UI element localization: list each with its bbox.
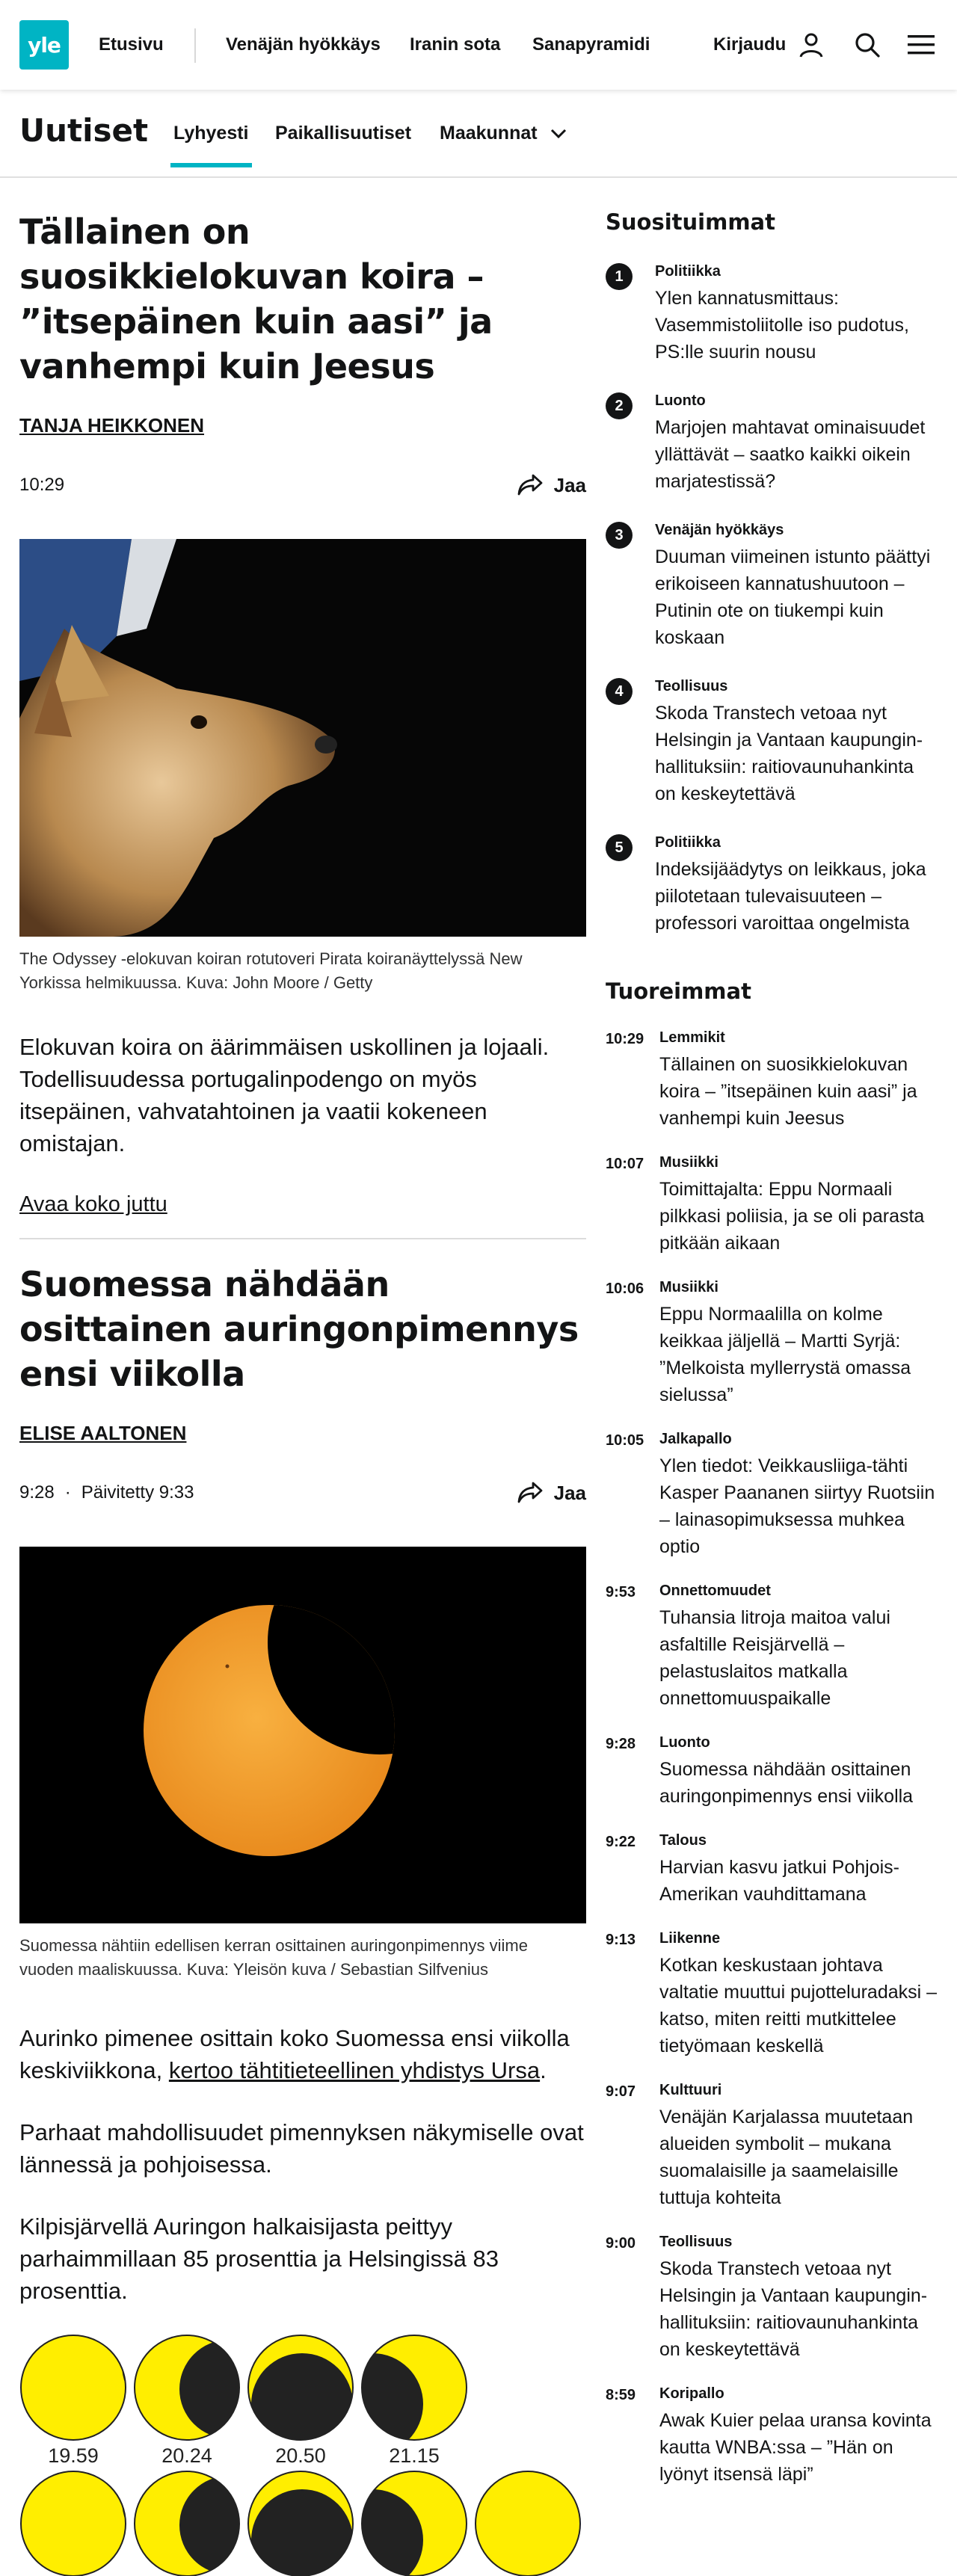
latest-item[interactable]	[606, 1832, 939, 1908]
eclipse-phase	[248, 2471, 353, 2576]
article-lead: Elokuvan koira on äärimmäisen uskollinen ja lojaali. Todellisuudessa portugalinpodengo on myös itsepäinen, vahvatahtoinen ja vaatii kokeneen omistajan.	[19, 1034, 550, 1156]
menu-button[interactable]	[905, 28, 938, 61]
popular-item[interactable]	[606, 392, 939, 495]
nav-divider	[194, 28, 196, 63]
item-title: Duuman viimeinen istunto päättyi erikoiseen kannatushuutoon – Putinin ote on tiukempi kuin koskaan	[655, 546, 931, 648]
share-button[interactable]	[517, 1481, 586, 1505]
publish-time: 9:28	[19, 1482, 55, 1503]
item-category: Luonto	[655, 392, 706, 409]
item-title: Harvian kasvu jatkui Pohjois-Amerikan vauhdittamana	[659, 1857, 899, 1905]
item-category: Lemmikit	[659, 1029, 725, 1046]
item-time: 9:22	[606, 1834, 636, 1850]
item-title: Eppu Normaalilla on kolme keikkaa jäljellä – Martti Syrjä: ”Melkoista myllerrystä omassa sielussa”	[659, 1304, 911, 1405]
eclipse-time-label: 19.59	[48, 2444, 99, 2467]
open-full-article-link[interactable]: Avaa koko juttu	[19, 1192, 167, 1216]
article-headline[interactable]: Tällainen on suosikkielokuvan koira – ”itsepäinen kuin aasi” ja vanhempi kuin Jeesus	[19, 212, 493, 386]
login-label: Kirjaudu	[713, 34, 787, 55]
section-title: Uutiset	[19, 112, 149, 149]
nav-link-iranin-sota[interactable]: Iranin sota	[410, 34, 501, 55]
latest-heading: Tuoreimmat	[606, 979, 751, 1004]
search-icon	[853, 31, 881, 59]
item-category: Luonto	[659, 1734, 710, 1751]
share-label: Jaa	[553, 473, 586, 496]
article-meta	[19, 1478, 586, 1508]
share-icon	[517, 1481, 544, 1505]
dog-illustration	[19, 539, 586, 937]
item-category: Politiikka	[655, 263, 721, 280]
item-time: 9:00	[606, 2235, 636, 2252]
item-title: Ylen tiedot: Veikkausliiga-tähti Kasper Paananen siirtyy Ruotsiin – lainasopimuksessa muhkea optio	[659, 1455, 935, 1557]
rank-badge: 4	[606, 678, 633, 705]
yle-logo[interactable]	[19, 20, 69, 70]
eclipse-time-label: 20.50	[275, 2444, 326, 2467]
article-divider	[19, 1238, 586, 1239]
top-navigation-bar	[0, 0, 957, 90]
item-title: Skoda Transtech vetoaa nyt Helsingin ja Vantaan kaupunginhallituksiin: raitiovaunuhankinta on keskeytettävä	[659, 2258, 928, 2360]
user-icon	[796, 30, 826, 60]
item-time: 9:53	[606, 1584, 636, 1600]
login-button[interactable]	[713, 0, 826, 90]
popular-item[interactable]	[606, 678, 939, 807]
item-time: 8:59	[606, 2387, 636, 2403]
item-title: Awak Kuier pelaa uransa kovinta kautta WNBA:ssa – ”Hän on lyönyt itsensä läpi”	[659, 2410, 932, 2485]
item-time: 9:28	[606, 1736, 636, 1752]
popular-heading: Suosituimmat	[606, 209, 775, 235]
item-time: 10:05	[606, 1432, 644, 1449]
latest-item[interactable]	[606, 1583, 939, 1712]
dog-photo[interactable]	[19, 539, 586, 937]
article-paragraph	[19, 2022, 586, 2086]
eclipse-illustration	[19, 1547, 586, 1923]
item-category: Koripallo	[659, 2385, 724, 2402]
eclipse-phase	[476, 2471, 580, 2576]
photo-caption: Suomessa nähtiin edellisen kerran osittainen auringonpimennys viime vuoden maaliskuussa. Kuva: Yleisön kuva / Sebastian Silfvenius	[19, 1936, 528, 1979]
latest-item[interactable]	[606, 2082, 939, 2211]
chevron-down-icon	[550, 128, 567, 140]
item-title: Toimittajalta: Eppu Normaali pilkkasi poliisia, ja se oli parasta pitkään aikaan	[659, 1179, 925, 1254]
latest-item[interactable]	[606, 1154, 939, 1257]
item-category: Liikenne	[659, 1930, 721, 1947]
latest-item[interactable]	[606, 1930, 939, 2059]
tab-paikallisuutiset[interactable]: Paikallisuutiset	[275, 123, 412, 144]
paragraph-end: .	[540, 2057, 547, 2083]
article-card	[19, 209, 586, 1217]
share-button[interactable]	[517, 473, 586, 497]
eclipse-phase	[248, 2335, 353, 2455]
item-category: Onnettomuudet	[659, 1583, 771, 1599]
nav-link-etusivu[interactable]: Etusivu	[99, 34, 164, 55]
item-category: Politiikka	[655, 834, 721, 851]
popular-item[interactable]	[606, 522, 939, 651]
item-time: 10:07	[606, 1156, 644, 1172]
rank-badge: 1	[606, 263, 633, 290]
updated-time: Päivitetty 9:33	[81, 1482, 194, 1503]
latest-item[interactable]	[606, 1734, 939, 1810]
item-title: Marjojen mahtavat ominaisuudet yllättävät – saatko kaikki oikein marjatestissä?	[655, 417, 926, 492]
item-title: Tällainen on suosikkielokuvan koira – ”itsepäinen kuin aasi” ja vanhempi kuin Jeesus	[659, 1054, 917, 1129]
eclipse-time-label: 20.24	[161, 2444, 212, 2467]
eclipse-photo[interactable]	[19, 1547, 586, 1923]
latest-item[interactable]	[606, 1279, 939, 1408]
item-title: Skoda Transtech vetoaa nyt Helsingin ja Vantaan kaupunginhallituksiin: raitiovaunuhankinta on keskeytettävä	[655, 703, 923, 804]
item-time: 9:13	[606, 1932, 636, 1948]
item-title: Ylen kannatusmittaus: Vasemmistoliitolle iso pudotus, PS:lle suurin nousu	[655, 288, 909, 363]
article-paragraph: Kilpisjärvellä Auringon halkaisijasta peittyy parhaimmillaan 85 prosenttia ja Helsingissä 83 prosenttia.	[19, 2213, 499, 2304]
article-card	[19, 1262, 586, 2576]
item-category: Venäjän hyökkäys	[655, 522, 784, 538]
tab-maakunnat[interactable]	[440, 123, 567, 144]
author-link[interactable]: TANJA HEIKKONEN	[19, 414, 205, 437]
latest-item[interactable]	[606, 1029, 939, 1132]
eclipse-phase-graphic	[19, 2329, 586, 2576]
search-button[interactable]	[851, 28, 884, 61]
latest-item[interactable]	[606, 1431, 939, 1560]
item-category: Musiikki	[659, 1154, 718, 1171]
rank-badge: 3	[606, 522, 633, 549]
rank-badge: 2	[606, 392, 633, 419]
section-navigation	[0, 90, 957, 178]
item-category: Teollisuus	[655, 678, 728, 694]
item-title: Indeksijäädytys on leikkaus, joka piilotetaan tulevaisuuteen – professori varoittaa ongelmista	[655, 859, 926, 934]
nav-link-venajan-hyokkays[interactable]: Venäjän hyökkäys	[226, 34, 381, 55]
popular-item[interactable]	[606, 834, 939, 937]
share-label: Jaa	[553, 1481, 586, 1504]
ursa-link[interactable]: kertoo tähtitieteellinen yhdistys Ursa	[168, 2057, 541, 2083]
meta-separator: ·	[64, 1482, 71, 1503]
item-title: Kotkan keskustaan johtava valtatie muuttui pujotteluradaksi – katso, miten reitti mutkittelee tietyömaan keskellä	[659, 1955, 938, 2056]
item-time: 10:06	[606, 1281, 644, 1297]
item-category: Talous	[659, 1832, 707, 1849]
tab-maakunnat-label: Maakunnat	[440, 123, 538, 144]
article-meta	[19, 470, 586, 500]
rank-badge: 5	[606, 834, 633, 861]
publish-time: 10:29	[19, 475, 65, 495]
main-content	[19, 209, 586, 2576]
item-category: Jalkapallo	[659, 1431, 732, 1447]
latest-item[interactable]	[606, 2234, 939, 2363]
item-time: 10:29	[606, 1031, 644, 1047]
nav-link-sanapyramidi[interactable]: Sanapyramidi	[532, 34, 650, 55]
popular-item[interactable]	[606, 263, 939, 366]
item-time: 9:07	[606, 2083, 636, 2100]
tab-lyhyesti[interactable]: Lyhyesti	[173, 123, 249, 144]
hamburger-menu-icon	[908, 34, 935, 56]
item-title: Suomessa nähdään osittainen auringonpimennys ensi viikolla	[659, 1759, 914, 1807]
eclipse-time-label: 21.15	[389, 2444, 440, 2467]
author-link[interactable]: ELISE AALTONEN	[19, 1422, 187, 1444]
item-category: Teollisuus	[659, 2234, 733, 2250]
latest-item[interactable]	[606, 2385, 939, 2488]
item-title: Tuhansia litroja maitoa valui asfaltille Reisjärvellä – pelastuslaitos matkalla onnettomuuspaikalle	[659, 1607, 890, 1709]
item-title: Venäjän Karjalassa muutetaan alueiden symbolit – mukana suomalaisille ja saamelaisille tuttuja kohteita	[659, 2107, 914, 2208]
logo-text: yle	[28, 32, 61, 58]
photo-caption: The Odyssey -elokuvan koiran rotutoveri Pirata koiranäyttelyssä New Yorkissa helmikuussa. Kuva: John Moore / Getty	[19, 949, 523, 992]
sidebar	[606, 209, 939, 2488]
item-category: Kulttuuri	[659, 2082, 722, 2098]
article-paragraph: Parhaat mahdollisuudet pimennyksen näkymiselle ovat lännessä ja pohjoisessa.	[19, 2119, 584, 2178]
paragraph-text: Aurinko pimenee osittain koko Suomessa ensi viikolla keskiviikkona,	[19, 2025, 570, 2083]
item-category: Musiikki	[659, 1279, 718, 1295]
share-icon	[517, 473, 544, 497]
article-headline[interactable]: Suomessa nähdään osittainen auringonpimennys ensi viikolla	[19, 1264, 579, 1394]
